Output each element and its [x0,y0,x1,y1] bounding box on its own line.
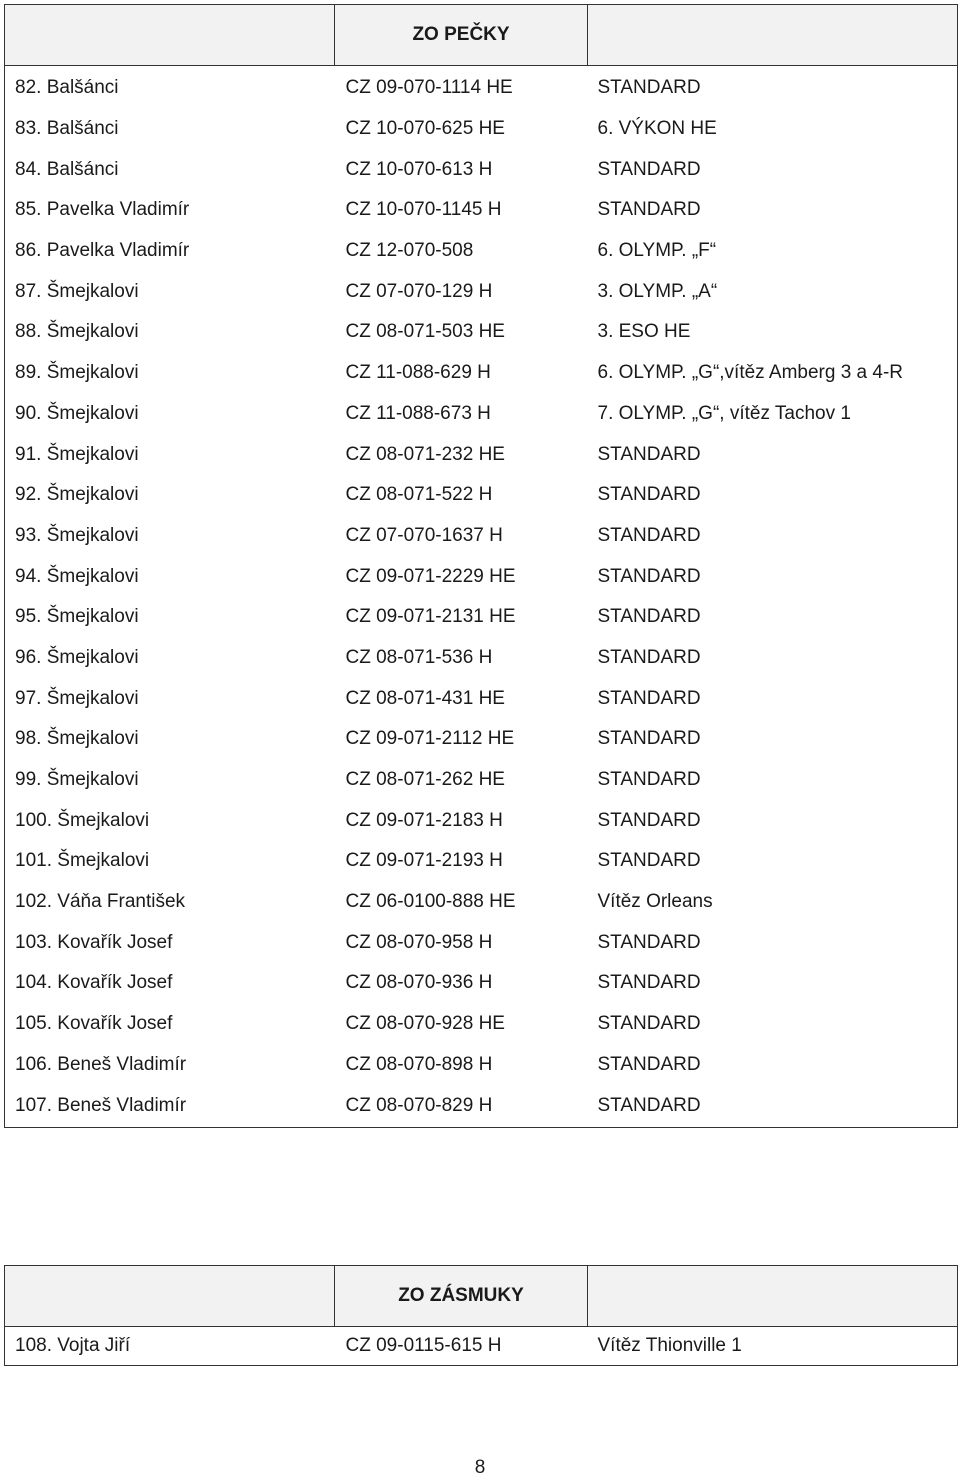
registration-number: CZ 09-0115-615 H [345,1335,502,1356]
section-title: ZO ZÁSMUKY [335,1266,588,1327]
registration-number: CZ 08-071-262 HE [345,769,505,791]
rating-note: STANDARD [597,484,701,506]
owner-cell [5,475,335,516]
registration-number: CZ 09-071-2112 HE [345,728,515,750]
section-title: ZO PEČKY [335,5,588,66]
registration-number: CZ 08-070-898 H [345,1053,493,1075]
owner-cell [5,1045,335,1086]
owner-name: Balšánci [46,118,119,140]
table-row [5,882,958,923]
owner-name: Šmejkalovi [46,565,139,587]
row-number: 91. [15,443,42,465]
owner-cell [5,231,335,272]
owner-name: Balšánci [46,77,119,99]
table-row [5,312,958,353]
table-row [5,66,958,109]
rating-note: STANDARD [597,1053,701,1075]
row-number: 93. [15,524,42,546]
table-row [5,353,958,394]
owner-cell [5,882,335,923]
table-row [5,597,958,638]
row-number: 82. [15,77,42,99]
table-row [5,516,958,557]
header-empty-cell [5,1266,335,1327]
rating-note: 3. OLYMP. „A“ [597,280,718,302]
section-table-zo-zasmuky [4,1265,958,1366]
registration-number: CZ 08-071-431 HE [345,687,505,709]
table-row [5,800,958,841]
row-number: 97. [15,687,42,709]
table-row [5,231,958,272]
owner-name: Vojta Jiří [57,1335,131,1356]
rating-note: 7. OLYMP. „G“, vítěz Tachov 1 [597,402,851,424]
row-number: 100. [15,809,52,831]
owner-name: Šmejkalovi [46,402,139,424]
registration-number: CZ 10-070-613 H [345,158,493,180]
header-empty-cell [588,1266,958,1327]
owner-cell [5,149,335,190]
registration-number: CZ 09-071-2183 H [345,809,503,831]
owner-name: Váňa František [57,891,186,913]
row-number: 105. [15,1013,52,1035]
row-number: 83. [15,118,42,140]
rating-note: STANDARD [597,931,701,953]
table-row [5,434,958,475]
row-number: 95. [15,606,42,628]
table-row [5,149,958,190]
owner-name: Šmejkalovi [46,484,139,506]
table-row [5,475,958,516]
table-row [5,719,958,760]
owner-name: Kovařík Josef [57,972,173,994]
row-number: 103. [15,931,52,953]
owner-cell [5,66,335,109]
owner-name: Šmejkalovi [46,280,139,302]
owner-cell [5,271,335,312]
owner-cell [5,922,335,963]
rating-note: STANDARD [597,850,701,872]
registration-number: CZ 07-070-1637 H [345,524,503,546]
rating-note: STANDARD [597,728,701,750]
table-row [5,760,958,801]
rating-note: STANDARD [597,1013,701,1035]
owner-name: Šmejkalovi [46,687,139,709]
rating-note: Vítěz Thionville 1 [597,1335,742,1356]
table-row [5,1327,958,1366]
owner-name: Šmejkalovi [46,769,139,791]
owner-cell [5,1327,335,1366]
row-number: 88. [15,321,42,343]
rating-note: STANDARD [597,77,701,99]
owner-name: Kovařík Josef [57,1013,173,1035]
registration-number: CZ 11-088-629 H [345,362,491,384]
rating-note: STANDARD [597,809,701,831]
table-body [5,1327,958,1366]
owner-cell [5,841,335,882]
owner-name: Šmejkalovi [57,809,150,831]
owner-name: Šmejkalovi [46,443,139,465]
row-number: 107. [15,1095,52,1117]
rating-note: STANDARD [597,443,701,465]
owner-name: Šmejkalovi [46,728,139,750]
rating-note: STANDARD [597,687,701,709]
rating-note: STANDARD [597,972,701,994]
table-row [5,556,958,597]
row-number: 101. [15,850,52,872]
owner-cell [5,1004,335,1045]
section-header-row [5,1266,958,1327]
rating-note: 6. OLYMP. „F“ [597,240,717,262]
rating-note: STANDARD [597,158,701,180]
table-row [5,1085,958,1128]
owner-cell [5,800,335,841]
table-row [5,638,958,679]
header-empty-cell [5,5,335,66]
row-number: 104. [15,972,52,994]
owner-cell [5,963,335,1004]
registration-number: CZ 11-088-673 H [345,402,491,424]
table-row [5,1004,958,1045]
rating-note: STANDARD [597,646,701,668]
owner-cell [5,516,335,557]
owner-name: Šmejkalovi [46,524,139,546]
registration-number: CZ 09-071-2193 H [345,850,503,872]
registration-number: CZ 08-071-232 HE [345,443,505,465]
owner-cell [5,394,335,435]
owner-name: Beneš Vladimír [57,1095,187,1117]
table-row [5,190,958,231]
section-header-row [5,5,958,66]
owner-name: Šmejkalovi [57,850,150,872]
row-number: 87. [15,280,42,302]
owner-name: Pavelka Vladimír [46,240,190,262]
table-row [5,922,958,963]
row-number: 102. [15,891,52,913]
rating-note: Vítěz Orleans [597,891,713,913]
rating-note: STANDARD [597,606,701,628]
section-table-zo-pecky [4,4,958,1128]
owner-cell [5,434,335,475]
owner-cell [5,719,335,760]
registration-number: CZ 12-070-508 [345,240,474,262]
table-row [5,1045,958,1086]
owner-cell [5,638,335,679]
owner-name: Šmejkalovi [46,606,139,628]
rating-note: 6. VÝKON HE [597,118,717,140]
registration-number: CZ 09-070-1114 HE [345,77,513,99]
rating-note: STANDARD [597,769,701,791]
owner-name: Šmejkalovi [46,646,139,668]
rating-note: 6. OLYMP. „G“,vítěz Amberg 3 a 4-R [597,362,904,384]
row-number: 98. [15,728,42,750]
row-number: 106. [15,1053,52,1075]
owner-name: Šmejkalovi [46,321,139,343]
row-number: 90. [15,402,42,424]
rating-note: STANDARD [597,565,701,587]
registration-number: CZ 08-070-958 H [345,931,493,953]
owner-cell [5,1085,335,1128]
row-number: 85. [15,199,42,221]
table-row [5,271,958,312]
row-number: 96. [15,646,42,668]
registration-number: CZ 08-071-522 H [345,484,493,506]
owner-cell [5,597,335,638]
table-row [5,963,958,1004]
owner-cell [5,760,335,801]
header-empty-cell [588,5,958,66]
owner-name: Šmejkalovi [46,362,139,384]
owner-name: Balšánci [46,158,119,180]
rating-note: 3. ESO HE [597,321,691,343]
rating-note: STANDARD [597,524,701,546]
table-body [5,66,958,1128]
registration-number: CZ 07-070-129 H [345,280,493,302]
row-number: 108. [15,1335,52,1356]
row-number: 86. [15,240,42,262]
owner-cell [5,190,335,231]
registration-number: CZ 10-070-1145 H [345,199,502,221]
owner-name: Beneš Vladimír [57,1053,187,1075]
registration-number: CZ 09-071-2229 HE [345,565,516,587]
table-row [5,109,958,150]
rating-note: STANDARD [597,199,701,221]
table-row [5,841,958,882]
table-row [5,678,958,719]
owner-cell [5,678,335,719]
registration-number: CZ 10-070-625 HE [345,118,505,140]
rating-note: STANDARD [597,1095,701,1117]
registration-number: CZ 08-070-829 H [345,1095,493,1117]
owner-cell [5,109,335,150]
owner-cell [5,353,335,394]
owner-name: Pavelka Vladimír [46,199,190,221]
row-number: 94. [15,565,42,587]
row-number: 92. [15,484,42,506]
registration-number: CZ 09-071-2131 HE [345,606,516,628]
table-row [5,394,958,435]
registration-number: CZ 06-0100-888 HE [345,891,516,913]
registration-number: CZ 08-071-503 HE [345,321,505,343]
owner-cell [5,556,335,597]
owner-name: Kovařík Josef [57,931,173,953]
owner-cell [5,312,335,353]
registration-number: CZ 08-071-536 H [345,646,493,668]
row-number: 84. [15,158,42,180]
registration-number: CZ 08-070-936 H [345,972,493,994]
page-number: 8 [474,1457,486,1478]
row-number: 89. [15,362,42,384]
registration-number: CZ 08-070-928 HE [345,1013,505,1035]
row-number: 99. [15,769,42,791]
